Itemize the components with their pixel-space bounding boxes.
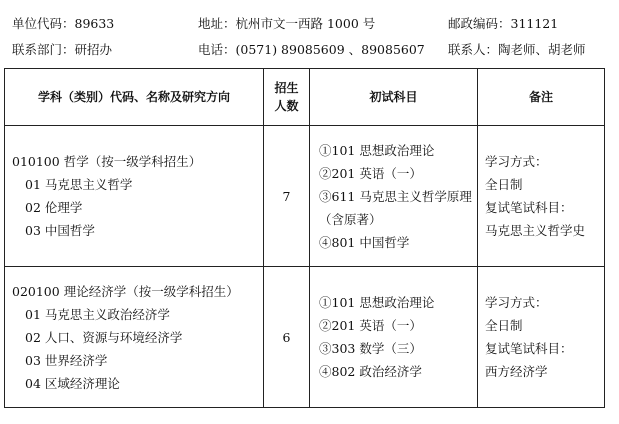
note-line: 马克思主义哲学史 bbox=[485, 223, 586, 238]
header-subject: 学科（类别）代码、名称及研究方向 bbox=[5, 69, 264, 126]
exam-line: ④802 政治经济学 bbox=[319, 364, 422, 379]
note-line: 学习方式： bbox=[485, 154, 548, 169]
postal-code: 邮政编码：311121 bbox=[448, 16, 559, 31]
direction-line: 03 世界经济学 bbox=[25, 352, 108, 368]
contact-department: 联系部门：研招办 bbox=[12, 42, 113, 57]
exams-cell bbox=[310, 267, 478, 408]
subject-line: 020100 理论经济学（按一级学科招生） bbox=[12, 283, 239, 299]
exam-line: ①101 思想政治理论 bbox=[319, 295, 435, 310]
note-line: 西方经济学 bbox=[485, 364, 548, 379]
info-row-1 bbox=[0, 14, 619, 34]
header-notes: 备注 bbox=[478, 69, 605, 126]
note-line: 全日制 bbox=[485, 318, 523, 333]
direction-line: 02 伦理学 bbox=[25, 200, 83, 215]
exam-line: ②201 英语（一） bbox=[319, 318, 422, 333]
subject-cell bbox=[5, 126, 264, 267]
program-table bbox=[4, 68, 605, 408]
subject-line: 010100 哲学（按一级学科招生） bbox=[12, 154, 202, 169]
count-cell: 7 bbox=[264, 126, 310, 267]
direction-line: 01 马克思主义哲学 bbox=[25, 177, 133, 192]
exam-line: ③611 马克思主义哲学原理 bbox=[319, 188, 472, 204]
exam-line: ③303 数学（三） bbox=[319, 341, 422, 356]
note-line: 全日制 bbox=[485, 177, 523, 192]
header-count-line-1: 招生 bbox=[274, 81, 299, 95]
phone: 电话：(0571) 89085609 、89085607 bbox=[198, 42, 425, 57]
address: 地址：杭州市文一西路 1000 号 bbox=[198, 16, 376, 31]
exam-line: ②201 英语（一） bbox=[319, 165, 422, 181]
table-row bbox=[5, 267, 605, 408]
direction-line: 01 马克思主义政治经济学 bbox=[25, 306, 170, 322]
contact-person: 联系人：陶老师、胡老师 bbox=[448, 42, 586, 57]
subject-cell bbox=[5, 267, 264, 408]
count-cell: 6 bbox=[264, 267, 310, 408]
direction-line: 03 中国哲学 bbox=[25, 223, 95, 238]
info-row-2 bbox=[0, 40, 619, 60]
exams-cell bbox=[310, 126, 478, 267]
direction-line: 02 人口、资源与环境经济学 bbox=[25, 329, 183, 345]
unit-code: 单位代码：89633 bbox=[12, 16, 115, 31]
note-line: 学习方式： bbox=[485, 295, 548, 310]
header-exams: 初试科目 bbox=[310, 69, 478, 126]
notes-cell bbox=[478, 126, 605, 267]
exam-line: ①101 思想政治理论 bbox=[319, 142, 435, 158]
note-line: 复试笔试科目： bbox=[485, 341, 573, 356]
table-header-row bbox=[5, 69, 605, 126]
direction-line: 04 区域经济理论 bbox=[25, 375, 120, 391]
table-row bbox=[5, 126, 605, 267]
header-count-line-2: 人数 bbox=[274, 99, 299, 113]
exam-line: ④801 中国哲学 bbox=[319, 234, 410, 250]
header-count bbox=[264, 69, 310, 126]
note-line: 复试笔试科目： bbox=[485, 200, 573, 215]
notes-cell bbox=[478, 267, 605, 408]
exam-line: （含原著） bbox=[319, 211, 382, 227]
